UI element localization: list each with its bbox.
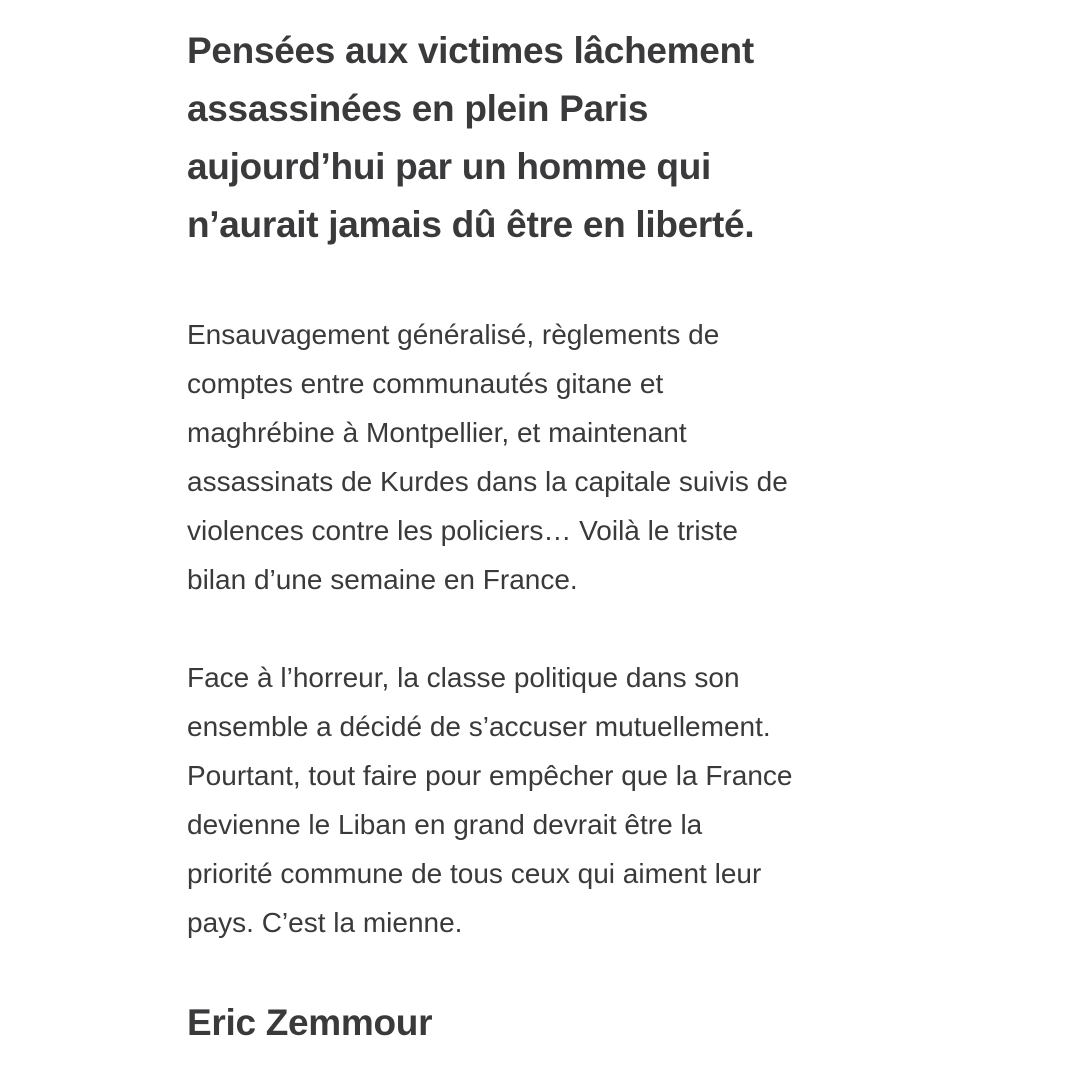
headline-line: assassinées en plein Paris — [187, 88, 649, 129]
statement-document — [187, 22, 907, 1052]
paragraph-1 — [187, 310, 907, 604]
paragraph-line: pays. C’est la mienne. — [187, 907, 463, 938]
headline-line: Pensées aux victimes lâchement — [187, 30, 754, 71]
statement-body — [187, 310, 907, 947]
headline-line: aujourd’hui par un homme qui — [187, 146, 711, 187]
paragraph-line: bilan d’une semaine en France. — [187, 564, 578, 595]
paragraph-line: priorité commune de tous ceux qui aiment leur — [187, 858, 762, 889]
paragraph-line: ensemble a décidé de s’accuser mutuellement. — [187, 711, 771, 742]
paragraph-line: Ensauvagement généralisé, règlements de — [187, 319, 720, 350]
signature: Eric Zemmour — [187, 1002, 433, 1043]
paragraph-line: violences contre les policiers… Voilà le triste — [187, 515, 738, 546]
headline-line: n’aurait jamais dû être en liberté. — [187, 204, 755, 245]
paragraph-line: devienne le Liban en grand devrait être la — [187, 809, 703, 840]
paragraph-2 — [187, 653, 907, 947]
paragraph-line: comptes entre communautés gitane et — [187, 368, 664, 399]
paragraph-line: assassinats de Kurdes dans la capitale suivis de — [187, 466, 788, 497]
paragraph-line: Pourtant, tout faire pour empêcher que la France — [187, 760, 793, 791]
headline — [187, 22, 907, 254]
paragraph-line: Face à l’horreur, la classe politique dans son — [187, 662, 740, 693]
paragraph-line: maghrébine à Montpellier, et maintenant — [187, 417, 687, 448]
